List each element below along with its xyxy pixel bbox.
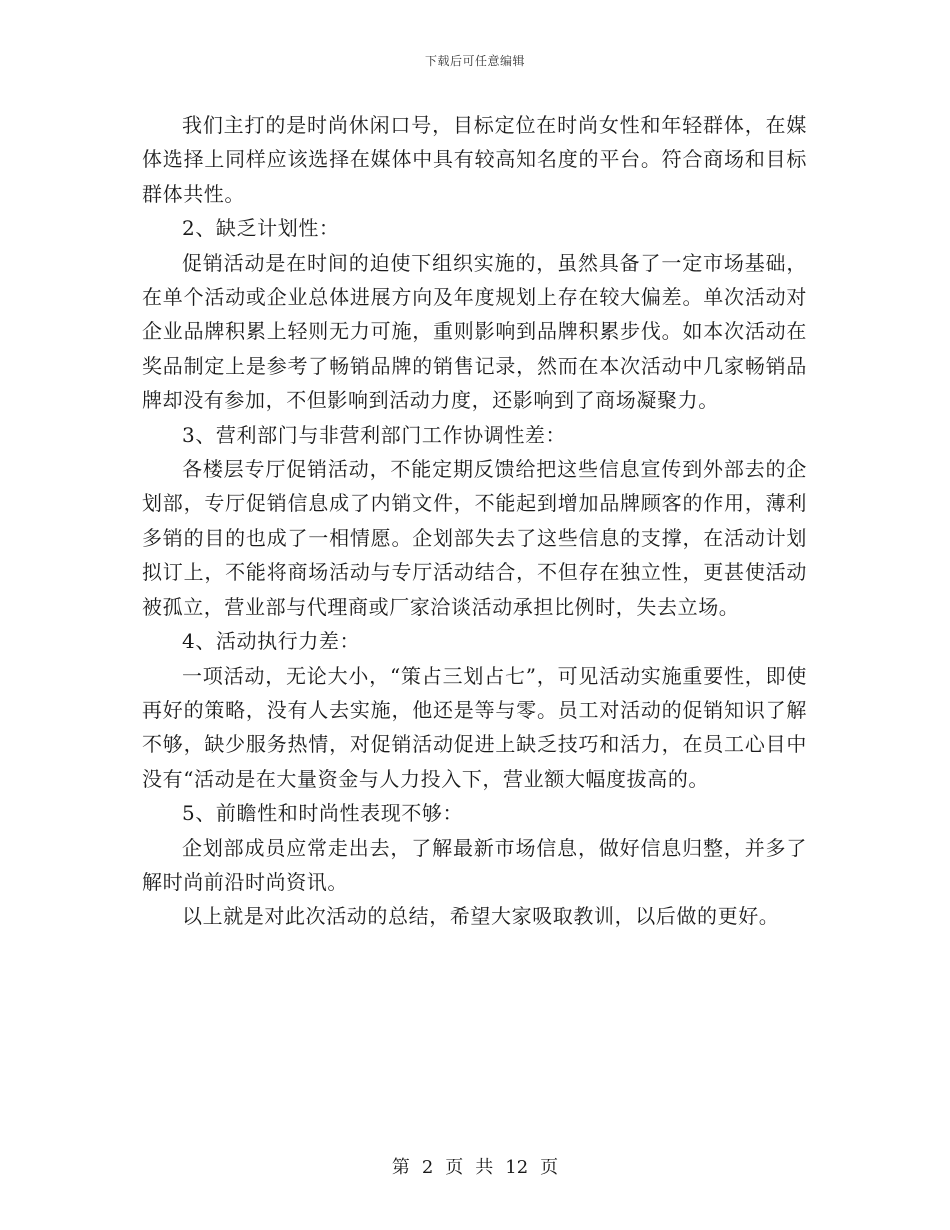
page-word: 页: [445, 1157, 464, 1178]
page-suffix: 页: [540, 1157, 559, 1178]
total-prefix: 共: [475, 1157, 494, 1178]
body-paragraph: 企划部成员应常走出去，了解最新市场信息，做好信息归整，并多了解时尚前沿时尚资讯。: [142, 835, 807, 894]
total-page-count: 12: [505, 1157, 529, 1178]
section-heading: 5、前瞻性和时尚性表现不够：: [182, 801, 464, 826]
body-paragraph: 促销活动是在时间的迫使下组织实施的，虽然具备了一定市场基础，在单个活动或企业总体进展方向及年度规划上存在较大偏差。单次活动对企业品牌积累上轻则无力可施，重则影响到品牌积累步伐。如本次活动在奖品制定上是参考了畅销品牌的销售记录，然而在本次活动中几家畅销品牌却没有参加，不但影响到活动力度，还影响到了商场凝聚力。: [142, 250, 807, 413]
page-header-note: 下载后可任意编辑: [424, 54, 525, 68]
body-paragraph: 一项活动，无论大小，“策占三划占七”，可见活动实施重要性，即使再好的策略，没有人去实施，他还是等与零。员工对活动的促销知识了解不够，缺少服务热情，对促销活动促进上缺乏技巧和活力，在员工心目中没有“活动是在大量资金与人力投入下，营业额大幅度拔高的。: [142, 663, 807, 791]
section-heading: 3、营利部门与非营利部门工作协调性差：: [182, 422, 567, 447]
body-paragraph: 我们主打的是时尚休闲口号，目标定位在时尚女性和年轻群体，在媒体选择上同样应该选择在媒体中具有较高知名度的平台。符合商场和目标群体共性。: [142, 113, 807, 206]
closing-paragraph: 以上就是对此次活动的总结，希望大家吸取教训，以后做的更好。: [182, 904, 780, 929]
document-body: [142, 108, 807, 934]
section-heading: 4、活动执行力差：: [182, 629, 361, 654]
body-paragraph: 各楼层专厅促销活动，不能定期反馈给把这些信息宣传到外部去的企划部，专厅促销信息成了内销文件，不能起到增加品牌顾客的作用，薄利多销的目的也成了一相情愿。企划部失去了这些信息的支撑，在活动计划拟订上，不能将商场活动与专厅活动结合，不但存在独立性，更甚使活动被孤立，营业部与代理商或厂家洽谈活动承担比例时，失去立场。: [142, 457, 807, 619]
page-prefix: 第: [391, 1157, 410, 1178]
page-number-footer: [0, 1153, 950, 1179]
section-heading: 2、缺乏计划性：: [182, 216, 340, 241]
current-page-number: 2: [421, 1157, 434, 1178]
